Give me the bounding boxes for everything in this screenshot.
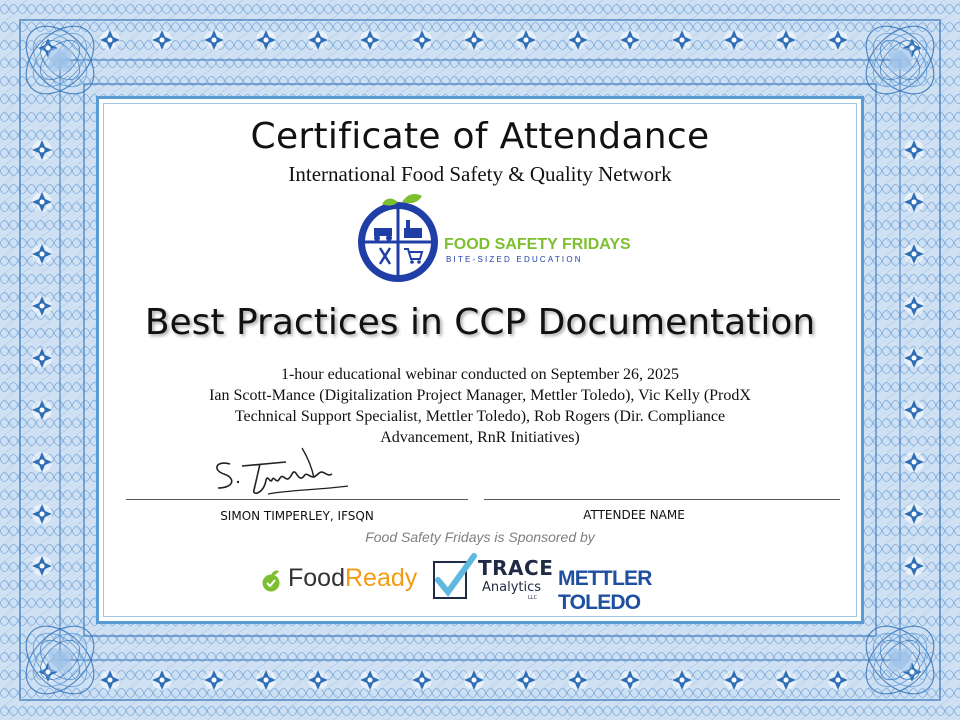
- apple-icon: [260, 568, 282, 592]
- organization-name: International Food Safety & Quality Network: [288, 162, 672, 186]
- certificate-panel: [96, 96, 864, 624]
- signature-line: [126, 499, 468, 500]
- foodready-logo: [260, 564, 420, 594]
- certificate-title: Certificate of Attendance: [250, 116, 710, 157]
- attendee-name-label: ATTENDEE NAME: [583, 508, 685, 522]
- mettler-toledo-logo: METTLER TOLEDO: [558, 567, 652, 614]
- sponsor-logos: [256, 554, 716, 614]
- attendee-name-line: [484, 499, 840, 500]
- trace-subtitle: Analytics: [482, 580, 542, 595]
- foodready-food: Food: [288, 564, 345, 592]
- description-line: Ian Scott-Mance (Digitalization Project Manager, Mettler Toledo), Vic Kelly (ProdX: [209, 387, 751, 404]
- foodready-ready: Ready: [344, 564, 418, 592]
- trace-analytics-logo: [432, 554, 554, 606]
- trace-name: TRACE: [478, 556, 554, 580]
- handwritten-signature: [208, 444, 358, 500]
- logo-brand: FOOD SAFETY FRIDAYS: [444, 236, 631, 253]
- foodready-wordmark: [288, 564, 417, 593]
- sponsor-intro: Food Safety Fridays is Sponsored by: [365, 529, 595, 545]
- description-line: Advancement, RnR Initiatives): [380, 429, 580, 446]
- webinar-title: Best Practices in CCP Documentation: [144, 302, 816, 343]
- description-line: Technical Support Specialist, Mettler Toledo), Rob Rogers (Dir. Compliance: [234, 408, 726, 425]
- description-line: 1-hour educational webinar conducted on September 26, 2025: [280, 366, 680, 383]
- food-safety-fridays-logo: [352, 192, 631, 286]
- trace-llc: LLC: [528, 595, 538, 601]
- checkmark-icon: [432, 554, 476, 604]
- signer-name: SIMON TIMPERLEY, IFSQN: [220, 509, 374, 523]
- logo-tagline: BITE-SIZED EDUCATION: [446, 255, 583, 264]
- apple-icon: [358, 194, 438, 282]
- webinar-description: [136, 364, 824, 448]
